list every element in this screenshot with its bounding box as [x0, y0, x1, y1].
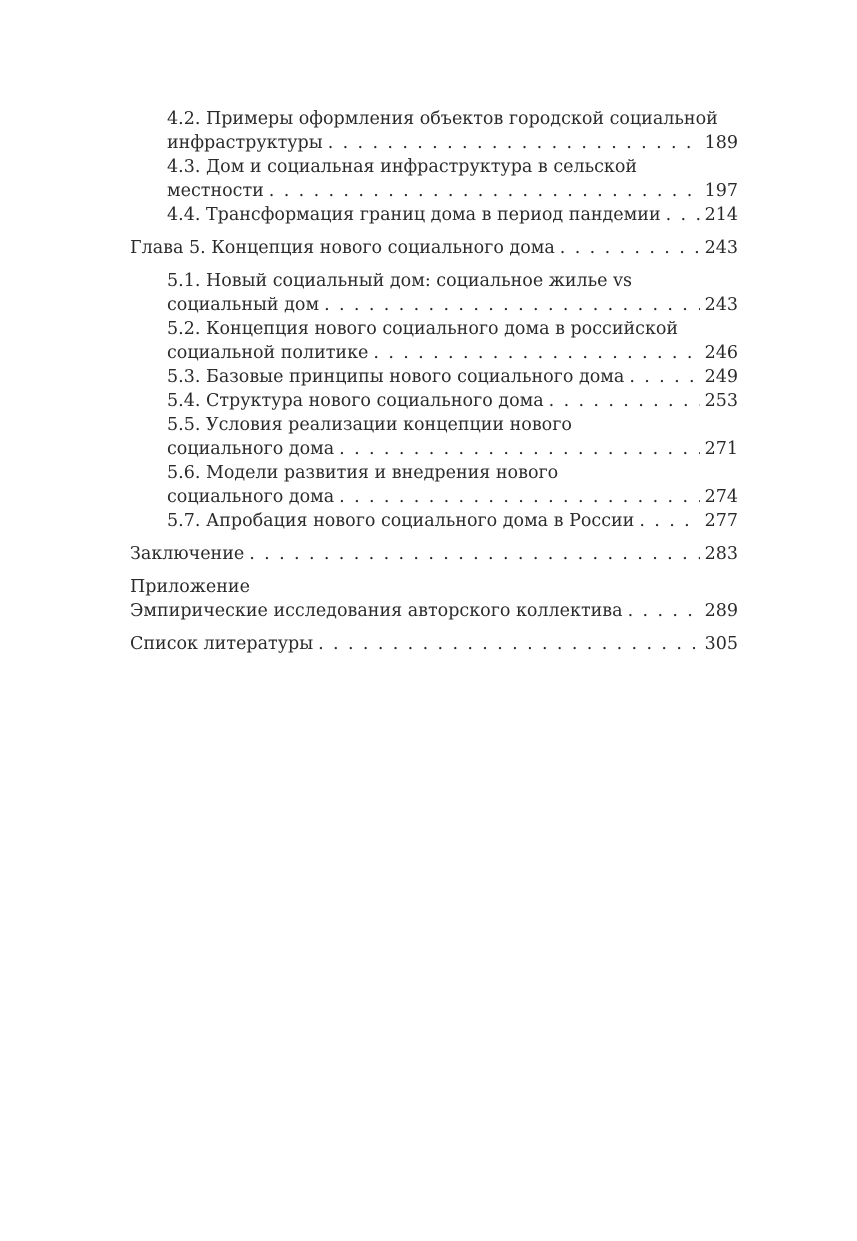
toc-entry[interactable] [130, 107, 738, 155]
toc-page-number: 289 [704, 601, 738, 621]
toc-entry[interactable] [130, 575, 738, 623]
dot-leader [328, 131, 700, 155]
toc-entry-title: социального дома [167, 439, 335, 459]
toc-entry-title: 5.4. Структура нового социального дома [167, 391, 544, 411]
toc-entry-title: Эмпирические исследования авторского коллектива [130, 601, 623, 621]
toc-entry-line [167, 341, 738, 365]
dot-leader [324, 293, 700, 317]
dot-leader [339, 485, 699, 509]
dot-leader [666, 203, 700, 227]
toc-page-number: 249 [704, 367, 738, 387]
toc-entry-line [130, 599, 738, 623]
dot-leader [373, 341, 699, 365]
toc-page-number: 189 [704, 133, 738, 153]
toc-entry-line [130, 236, 738, 260]
toc-entry-line [167, 131, 738, 155]
dot-leader [629, 365, 699, 389]
toc-entry[interactable] [130, 365, 738, 389]
toc-entry[interactable] [130, 413, 738, 461]
toc-entry-title: Заключение [130, 544, 245, 564]
toc-entry-title-line: 5.5. Условия реализации концепции нового [167, 415, 572, 435]
toc-entry[interactable] [130, 269, 738, 317]
toc-entry-title: социальный дом [167, 295, 320, 315]
toc-entry-title-line: 5.6. Модели развития и внедрения нового [167, 463, 559, 483]
toc-entry-title: инфраструктуры [167, 133, 323, 153]
dot-leader [339, 437, 699, 461]
dot-leader [639, 509, 699, 533]
toc-entry-line [167, 179, 738, 203]
dot-leader [560, 236, 700, 260]
toc-entry[interactable] [130, 155, 738, 203]
toc-entry-title-line: 4.3. Дом и социальная инфраструктура в сельской [167, 157, 638, 177]
toc-entry-title: 5.7. Апробация нового социального дома в России [167, 511, 635, 531]
toc-entry-line [167, 293, 738, 317]
toc-entry-line [167, 365, 738, 389]
toc-entry-title-line: Приложение [130, 577, 250, 597]
toc-entry[interactable] [130, 542, 738, 566]
toc-entry-title-line: 4.2. Примеры оформления объектов городской социальной [167, 109, 718, 129]
dot-leader [249, 542, 699, 566]
toc-entry[interactable] [130, 509, 738, 533]
toc-entry-title: 4.4. Трансформация границ дома в период пандемии [167, 205, 661, 225]
dot-leader [628, 599, 700, 623]
toc-entry[interactable] [130, 389, 738, 413]
dot-leader [318, 632, 699, 656]
toc-entry-line [167, 203, 738, 227]
toc-entry-line [167, 485, 738, 509]
toc-entry[interactable] [130, 203, 738, 227]
toc-page-number: 243 [704, 238, 738, 258]
toc-page-number: 283 [704, 544, 738, 564]
toc-page-number: 197 [704, 181, 738, 201]
toc-page-number: 277 [704, 511, 738, 531]
toc-entry-title: социального дома [167, 487, 335, 507]
toc-entry-title: Глава 5. Концепция нового социального дома [130, 238, 555, 258]
toc-entry[interactable] [130, 236, 738, 260]
toc-entry-title: социальной политике [167, 343, 369, 363]
toc-entry-title: 5.3. Базовые принципы нового социального дома [167, 367, 625, 387]
toc-entry-title-line: 5.1. Новый социальный дом: социальное жилье vs [167, 271, 632, 291]
table-of-contents [130, 107, 738, 656]
toc-entry-line [167, 389, 738, 413]
toc-entry[interactable] [130, 317, 738, 365]
dot-leader [269, 179, 700, 203]
toc-entry-line [167, 437, 738, 461]
toc-entry-title: местности [167, 181, 264, 201]
toc-entry-line [167, 509, 738, 533]
toc-page-number: 246 [704, 343, 738, 363]
toc-entry-title: Список литературы [130, 634, 314, 654]
toc-entry[interactable] [130, 632, 738, 656]
toc-page-number: 305 [704, 634, 738, 654]
toc-entry[interactable] [130, 461, 738, 509]
toc-entry-line [130, 542, 738, 566]
toc-page-number: 271 [704, 439, 738, 459]
toc-entry-line [130, 632, 738, 656]
toc-page-number: 274 [704, 487, 738, 507]
toc-page-number: 214 [704, 205, 738, 225]
toc-page-number: 243 [704, 295, 738, 315]
dot-leader [549, 389, 700, 413]
toc-entry-title-line: 5.2. Концепция нового социального дома в российской [167, 319, 679, 339]
toc-page-number: 253 [704, 391, 738, 411]
